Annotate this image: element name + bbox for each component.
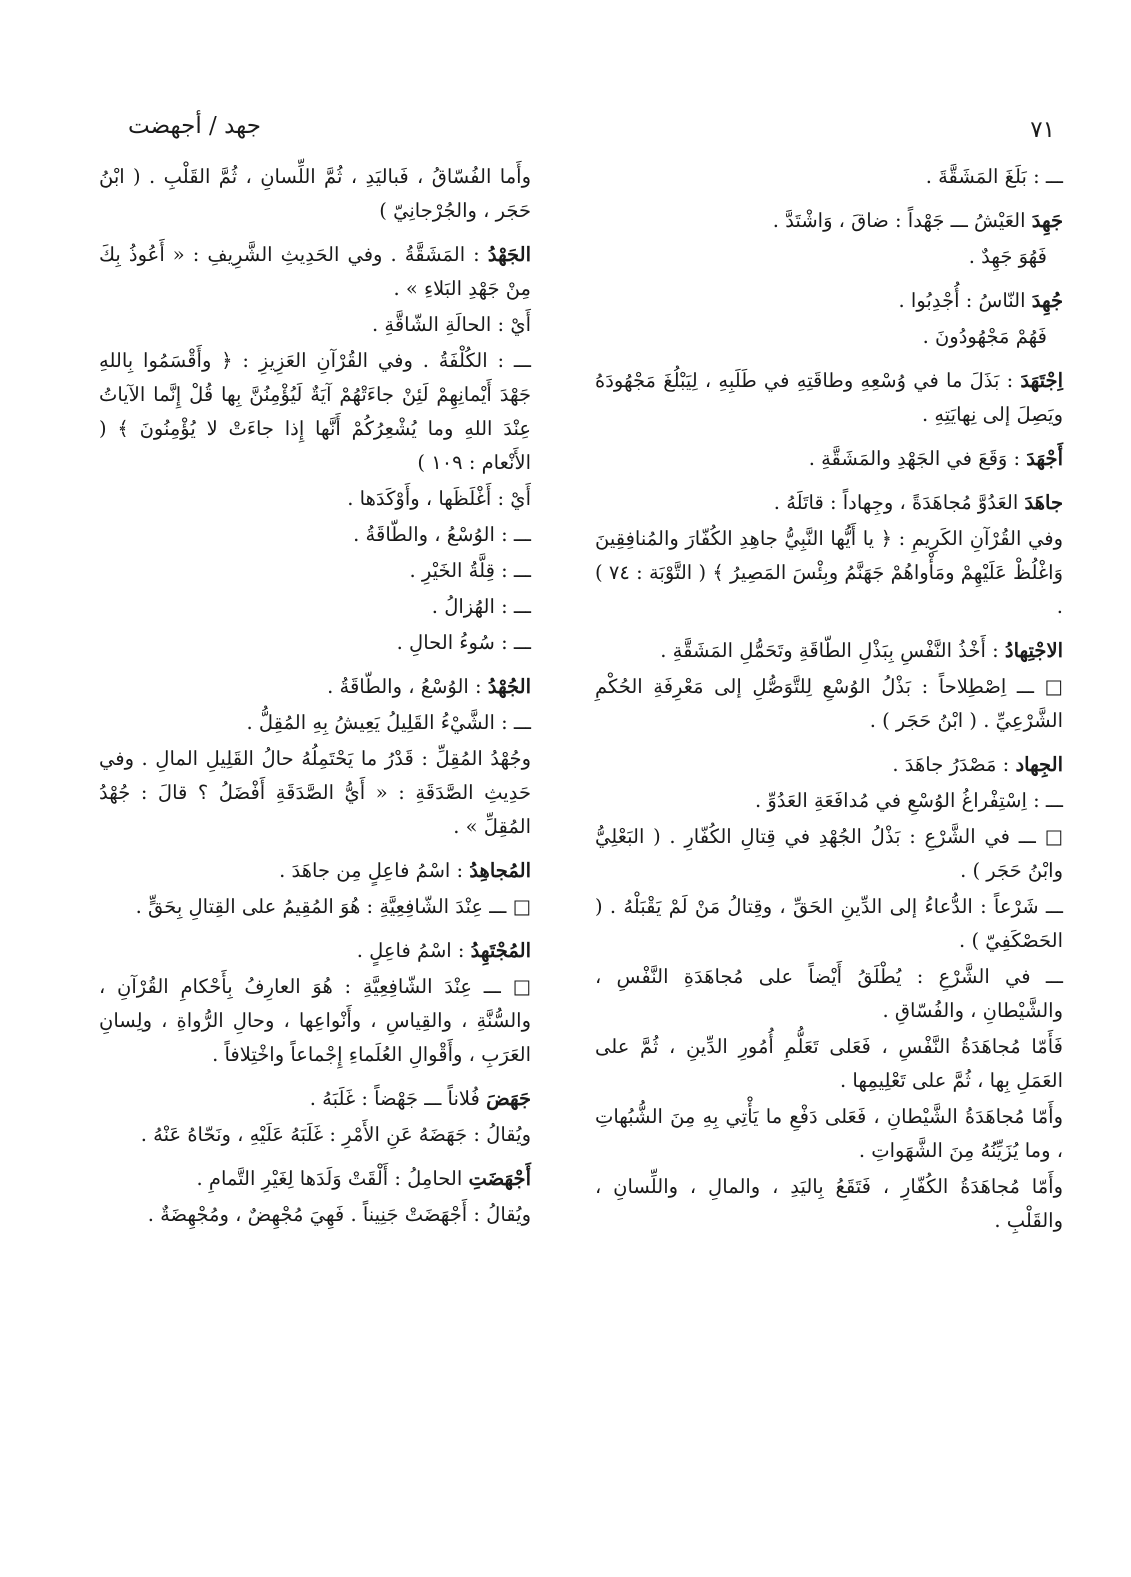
headword: جَهِدَ	[1031, 209, 1063, 232]
entry-line	[99, 554, 531, 588]
headword: اِجْتَهَدَ	[1020, 369, 1063, 392]
entry-line	[99, 742, 531, 844]
dictionary-entry	[99, 854, 531, 888]
entry-text: ـــ شَرْعاً : الدُّعاءُ إلى الدِّينِ الحَقِّ ، وقِتالُ مَنْ لَمْ يَقْبَلْهُ . ( الحَصْكَفِيّ ) .	[595, 895, 1063, 952]
entry-text: ـــ : قِلَّةُ الخَيْرِ .	[409, 559, 531, 582]
entry-text: : المَشَقَّةُ . وفي الحَدِيثِ الشَّرِيفِ : « أَعُوذُ بِكَ مِنْ جَهْدِ البَلاءِ » .	[99, 243, 531, 300]
entry-line	[595, 1170, 1063, 1238]
entry-text: ـــ : الهُزالُ .	[431, 595, 531, 618]
entry-line	[99, 590, 531, 624]
entry-line	[595, 522, 1063, 624]
entry-line	[99, 890, 531, 924]
entry-text: ويُقالُ : أَجْهَضَتْ جَنِيناً . فَهِيَ مُجْهِضٌ ، ومُجْهِضَةٌ .	[147, 1203, 531, 1226]
entry-text: ـــ : الوُسْعُ ، والطّاقَةُ .	[353, 523, 531, 546]
entry-line	[99, 1118, 531, 1152]
entry-text: : بَذَلَ ما في وُسْعِهِ وطاقَتِهِ في طَلَبِهِ ، لِيَبْلُغَ مَجْهُودَهُ ويَصِلَ إلى نِهايَتِهِ .	[595, 369, 1063, 426]
entry-text: الحامِلُ : أَلْقَتْ وَلَدَها لِغَيْرِ التَّمامِ .	[196, 1167, 469, 1190]
entry-text: : اسْمُ فاعِلٍ مِن جاهَدَ .	[279, 859, 470, 882]
entry-text: النّاسُ : أُجْدِبُوا .	[898, 289, 1032, 312]
dictionary-entry	[99, 670, 531, 704]
entry-line	[99, 308, 531, 342]
entry-line	[99, 706, 531, 740]
entry-line	[99, 344, 531, 480]
entry-text: □ ـــ في الشَّرْعِ : بَذْلُ الجُهْدِ في قِتالِ الكُفّارِ . ( البَعْلِيُّ وابْنُ حَجَر ) .	[595, 825, 1063, 882]
entry-line	[595, 1100, 1063, 1168]
entry-text: : وَقَعَ في الجَهْدِ والمَشَقَّةِ .	[808, 447, 1027, 470]
entry-text: أَيْ : الحالَةِ الشّاقَّةِ .	[372, 313, 531, 336]
entry-text: ـــ : بَلَغَ المَشَقَّةَ .	[925, 165, 1063, 188]
entry-text: □ ـــ عِنْدَ الشّافِعِيَّةِ : هُوَ المُقِيمُ على القِتالِ بِحَقٍّ .	[135, 895, 531, 918]
entry-line	[595, 670, 1063, 738]
entry-text: ويُقالُ : جَهَضَهُ عَنِ الأَمْرِ : غَلَبَهُ عَلَيْهِ ، ونَحّاهُ عَنْهُ .	[140, 1123, 531, 1146]
entry-text: □ ـــ عِنْدَ الشّافِعِيَّةِ : هُوَ العارِفُ بِأَحْكامِ القُرْآنِ ، والسُّنَّةِ ، والقِياسِ ، وأَنْواعِها ، وحالِ الرُّواةِ ، ولِسانِ العَرَبِ ، وأَقْوالِ العُلَماءِ إِجْماعاً واخْتِلافاً .	[99, 975, 531, 1066]
headword: أَجْهَدَ	[1026, 447, 1063, 470]
dictionary-entry	[99, 934, 531, 968]
entry-text: ـــ : الشَّيْءُ القَلِيلُ يَعِيشُ بِهِ المُقِلُّ .	[246, 711, 531, 734]
entry-line	[595, 160, 1063, 194]
entry-line	[99, 160, 531, 228]
entry-line	[595, 240, 1063, 274]
headword: المُجْتَهِدُ	[470, 939, 531, 962]
entry-text: ـــ في الشَّرْعِ : يُطْلَقُ أَيْضاً على مُجاهَدَةِ النَّفْسِ ، والشَّيْطانِ ، والفُسّاقِ .	[595, 965, 1063, 1022]
headword: المُجاهِدُ	[469, 859, 531, 882]
entry-text: فَهُمْ مَجْهُودُونَ .	[922, 325, 1047, 348]
page-number: ٧١	[1030, 117, 1055, 143]
entry-text: : الوُسْعُ ، والطّاقَةُ .	[327, 675, 488, 698]
entry-text: □ ـــ اِصْطِلاحاً : بَذْلُ الوُسْعِ لِلتَّوَصُّلِ إلى مَعْرِفَةِ الحُكْمِ الشَّرْعِيِّ . ( ابْنُ حَجَر ) .	[595, 675, 1063, 732]
headword: جاهَدَ	[1024, 491, 1063, 514]
dictionary-entry	[595, 748, 1063, 782]
headword: الجِهاد	[1015, 753, 1063, 776]
entry-text: ـــ : الكُلْفَةُ . وفي القُرْآنِ العَزِيزِ : ﴿ وأَقْسَمُوا بِاللهِ جَهْدَ أَيْمانِهِمْ لَئِنْ جاءَتْهُمْ آيَةٌ لَيُؤْمِنُنَّ بِها قُلْ إِنَّما الآياتُ عِنْدَ اللهِ وما يُشْعِرُكُمْ أَنَّها إِذا جاءَتْ لا يُؤْمِنُونَ ﴾ ( الأَنْعام : ١٠٩ )	[99, 349, 531, 474]
entry-text: وأَمّا مُجاهَدَةُ الكُفّارِ ، فَتَقَعُ بِاليَدِ ، والمالِ ، واللِّسانِ ، والقَلْبِ .	[595, 1175, 1063, 1232]
entry-line	[595, 820, 1063, 888]
entry-line	[99, 626, 531, 660]
left-column	[99, 160, 531, 1234]
headword: جُهِدَ	[1031, 289, 1063, 312]
dictionary-entry	[595, 442, 1063, 476]
entry-text: : مَصْدَرُ جاهَدَ .	[892, 753, 1016, 776]
entry-text: فَأَمّا مُجاهَدَةُ النَّفْسِ ، فَعَلى تَعَلُّمِ أُمُورِ الدِّينِ ، ثُمَّ على العَمَلِ بِها ، ثُمَّ على تَعْلِيمِها .	[595, 1035, 1063, 1092]
dictionary-entry	[99, 238, 531, 306]
dictionary-entry	[595, 204, 1063, 238]
entry-text: وجُهْدُ المُقِلِّ : قَدْرُ ما يَحْتَمِلُهُ حالُ القَلِيلِ المالِ . وفي حَدِيثِ الصَّدَقَةِ : « أَيُّ الصَّدَقَةِ أَفْضَلُ ؟ قالَ : جُهْدُ المُقِلِّ » .	[99, 747, 531, 838]
right-column	[595, 160, 1063, 1240]
entry-line	[99, 482, 531, 516]
entry-line	[595, 890, 1063, 958]
entry-text: العَدُوَّ مُجاهَدَةً ، وجِهاداً : قاتَلَهُ .	[773, 491, 1025, 514]
entry-text: ـــ : اِسْتِفْراغُ الوُسْعِ في مُدافَعَةِ العَدُوِّ .	[754, 789, 1063, 812]
entry-text: : أَخْذُ النَّفْسِ بِبَذْلِ الطّاقَةِ وتَحَمُّلِ المَشَقَّةِ .	[660, 639, 1005, 662]
entry-text: وأَمّا مُجاهَدَةُ الشَّيْطانِ ، فَعَلى دَفْعِ ما يَأْتِي بِهِ مِنَ الشُّبُهاتِ ، وما يُزَيِّنُهُ مِنَ الشَّهَواتِ .	[595, 1105, 1063, 1162]
dictionary-entry	[595, 284, 1063, 318]
entry-line	[595, 784, 1063, 818]
entry-text: وفي القُرْآنِ الكَرِيمِ : ﴿ يا أَيُّها النَّبِيُّ جاهِدِ الكُفّارَ والمُنافِقِينَ وَاغْلُظْ عَلَيْهِمْ ومَأْواهُمْ جَهَنَّمُ وبِئْسَ المَصِيرُ ﴾ ( التَّوْبَة : ٧٤ ) .	[595, 527, 1063, 618]
entry-line	[99, 1198, 531, 1232]
running-head: جهد / أجهضت	[128, 113, 262, 139]
entry-line	[99, 518, 531, 552]
entry-text: فَهُوَ جَهِدٌ .	[968, 245, 1047, 268]
headword: الاجْتِهادُ	[1004, 639, 1063, 662]
entry-text: وأَما الفُسّاقُ ، فَباليَدِ ، ثُمَّ اللِّسانِ ، ثُمَّ القَلْبِ . ( ابْنُ حَجَر ، والجُرْجانِيّ )	[99, 165, 531, 222]
headword: الجُهْدُ	[487, 675, 531, 698]
dictionary-entry	[595, 364, 1063, 432]
entry-text: ـــ : سُوءُ الحالِ .	[396, 631, 531, 654]
entry-line	[595, 1030, 1063, 1098]
entry-text: : اسْمُ فاعِلٍ .	[356, 939, 471, 962]
entry-line	[595, 320, 1063, 354]
headword: جَهَضَ	[486, 1087, 531, 1110]
entry-line	[595, 960, 1063, 1028]
dictionary-entry	[595, 486, 1063, 520]
headword: الجَهْدُ	[487, 243, 531, 266]
headword: أَجْهَضَتِ	[468, 1167, 531, 1190]
dictionary-entry	[99, 1162, 531, 1196]
dictionary-entry	[99, 1082, 531, 1116]
entry-text: أَيْ : أَغْلَظَها ، وأَوْكَدَها .	[347, 487, 531, 510]
dictionary-entry	[595, 634, 1063, 668]
entry-text: العَيْشُ ـــ جَهْداً : ضاقَ ، وَاشْتَدَّ .	[772, 209, 1032, 232]
entry-line	[99, 970, 531, 1072]
entry-text: فُلاناً ـــ جَهْضاً : غَلَبَهُ .	[309, 1087, 487, 1110]
